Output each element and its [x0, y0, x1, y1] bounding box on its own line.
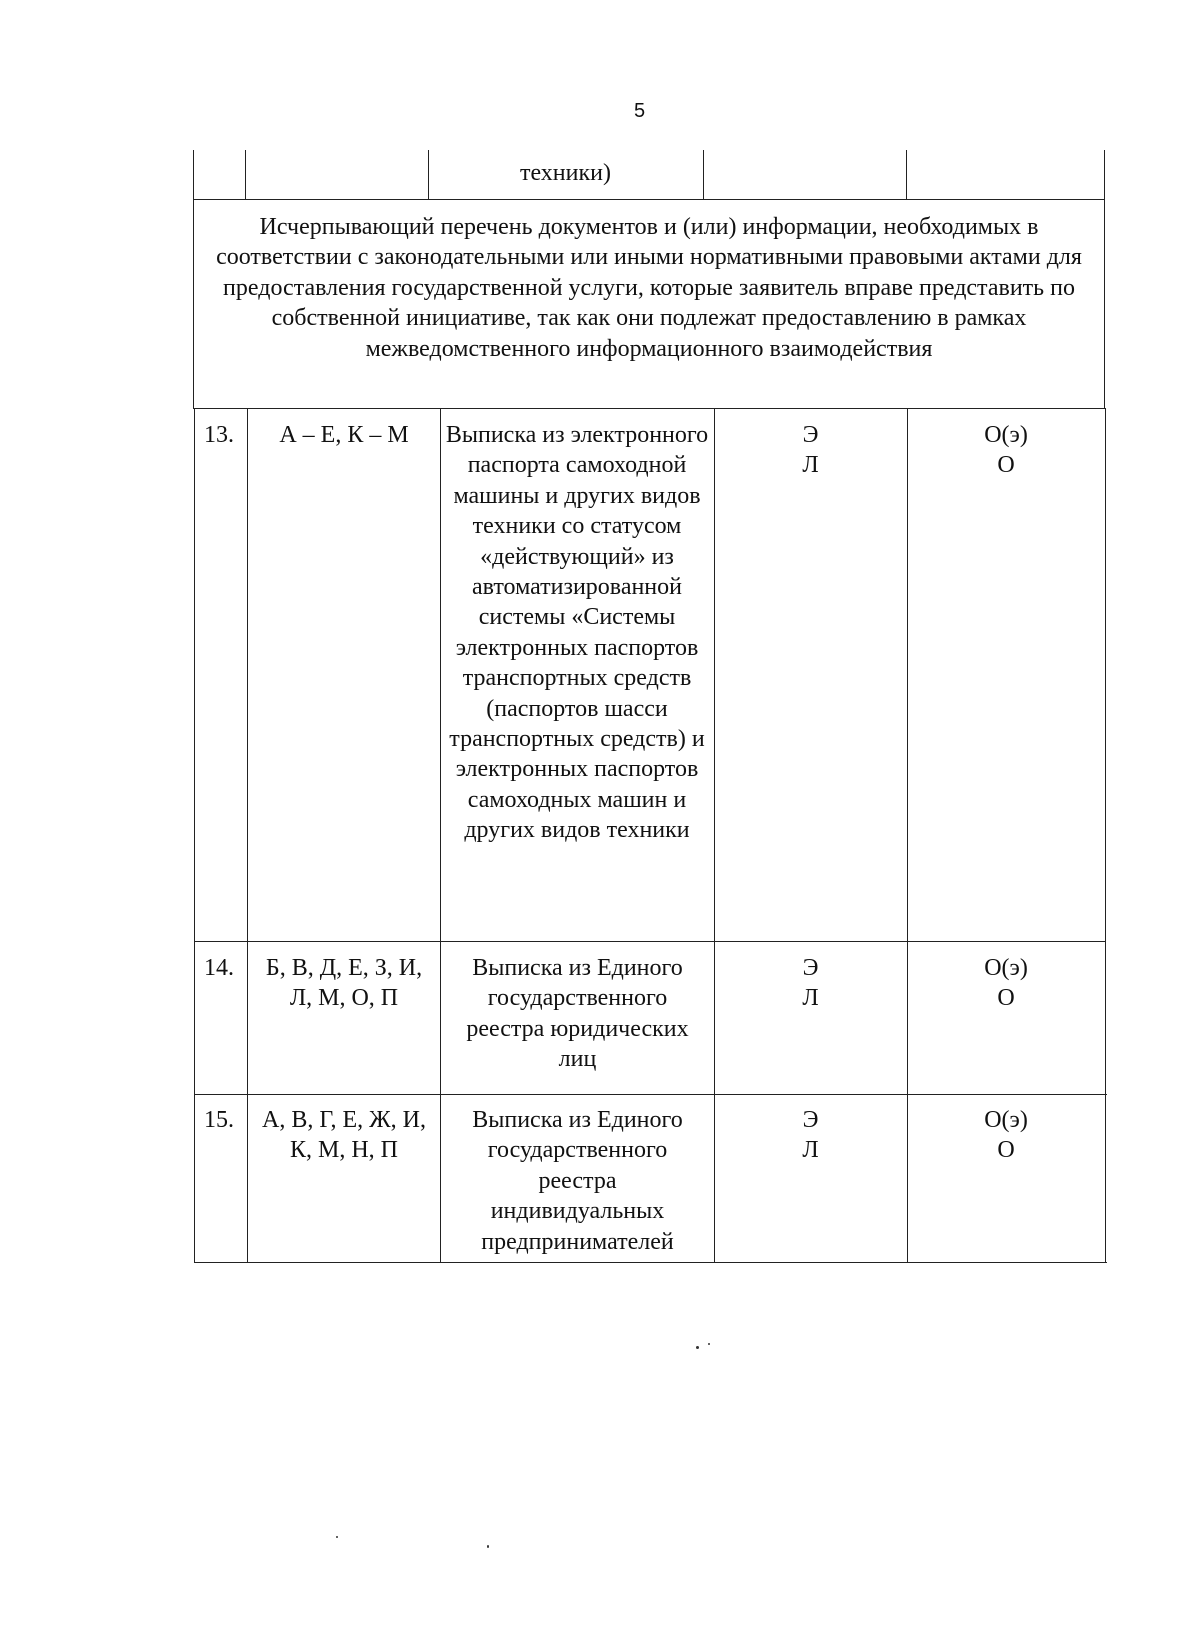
row-codes: А, В, Г, Е, Ж, И, К, М, Н, П	[261, 1107, 426, 1164]
row-number: 13.	[204, 422, 234, 448]
row-codes: А – Е, К – М	[279, 422, 409, 448]
row-requirement: О(э) О	[984, 1107, 1028, 1164]
page-number: 5	[633, 100, 646, 122]
row-document: Выписка из Единого государственного реестра индивидуальных предпринимателей	[472, 1107, 683, 1255]
section-header: Исчерпывающий перечень документов и (или) информации, необходимых в соответствии с законодательными или иными нормативными правовыми актами для предоставления государственной услуги, которые заявитель вправе представить по собственной инициативе, так как они подлежат предоставлению в рамках межведомственного информационного взаимодействия	[216, 214, 1082, 362]
row-format: Э Л	[802, 955, 819, 1012]
row-number: 15.	[204, 1107, 234, 1133]
row-number: 14.	[204, 955, 234, 981]
row-document: Выписка из электронного паспорта самоходной машины и других видов техники со статусом «действующий» из автоматизированной системы «Системы электронных паспортов транспортных средств (паспортов шасси транспортных средств) и электронных паспортов самоходных машин и других видов техники	[445, 422, 709, 844]
row-format: Э Л	[802, 1107, 819, 1164]
row-document: Выписка из Единого государственного реестра юридических лиц	[466, 955, 689, 1073]
row-codes: Б, В, Д, Е, З, И, Л, М, О, П	[265, 955, 423, 1012]
row-format: Э Л	[802, 422, 819, 479]
continued-row-description: техники)	[519, 160, 611, 186]
row-requirement: О(э) О	[984, 955, 1028, 1012]
row-requirement: О(э) О	[984, 422, 1028, 479]
